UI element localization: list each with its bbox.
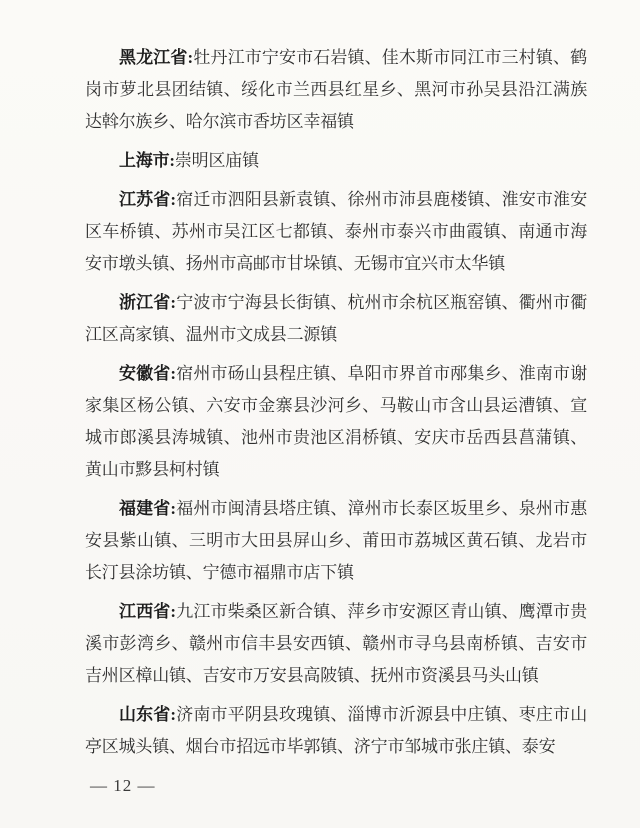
province-name: 福建省: — [119, 499, 176, 518]
province-entry-anhui — [85, 358, 587, 486]
province-entry-zhejiang — [85, 287, 587, 351]
document-body — [85, 42, 587, 770]
town-list: 宿迁市泗阳县新袁镇、徐州市沛县鹿楼镇、淮安市淮安区车桥镇、苏州市吴江区七都镇、泰州市泰兴市曲霞镇、南通市海安市墩头镇、扬州市高邮市甘垛镇、无锡市宜兴市太华镇 — [85, 190, 587, 273]
town-list: 牡丹江市宁安市石岩镇、佳木斯市同江市三村镇、鹤岗市萝北县团结镇、绥化市兰西县红星乡、黑河市孙吴县沿江满族达斡尔族乡、哈尔滨市香坊区幸福镇 — [85, 48, 587, 131]
province-name: 江西省: — [119, 602, 176, 621]
province-entry-shandong — [85, 699, 587, 763]
town-list: 宁波市宁海县长街镇、杭州市余杭区瓶窑镇、衢州市衢江区高家镇、温州市文成县二源镇 — [85, 293, 587, 344]
province-entry-jiangsu — [85, 184, 587, 280]
province-entry-shanghai — [85, 145, 587, 177]
page-number: — 12 — — [90, 776, 156, 795]
town-list: 崇明区庙镇 — [174, 151, 259, 170]
town-list: 济南市平阴县玫瑰镇、淄博市沂源县中庄镇、枣庄市山亭区城头镇、烟台市招远市毕郭镇、济宁市邹城市张庄镇、泰安 — [85, 705, 587, 756]
town-list: 九江市柴桑区新合镇、萍乡市安源区青山镇、鹰潭市贵溪市彭湾乡、赣州市信丰县安西镇、赣州市寻乌县南桥镇、吉安市吉州区樟山镇、吉安市万安县高陂镇、抚州市资溪县马头山镇 — [85, 602, 587, 685]
province-name: 山东省: — [119, 705, 176, 724]
province-name: 上海市: — [119, 151, 175, 170]
province-entry-fujian — [85, 493, 587, 589]
province-name: 浙江省: — [119, 293, 176, 312]
province-entry-heilongjiang — [85, 42, 587, 138]
town-list: 宿州市砀山县程庄镇、阜阳市界首市邴集乡、淮南市谢家集区杨公镇、六安市金寨县沙河乡、马鞍山市含山县运漕镇、宣城市郎溪县涛城镇、池州市贵池区涓桥镇、安庆市岳西县菖蒲镇、黄山市黟县柯村镇 — [85, 364, 587, 479]
province-entry-jiangxi — [85, 596, 587, 692]
town-list: 福州市闽清县塔庄镇、漳州市长泰区坂里乡、泉州市惠安县紫山镇、三明市大田县屏山乡、莆田市荔城区黄石镇、龙岩市长汀县涂坊镇、宁德市福鼎市店下镇 — [85, 499, 587, 582]
province-name: 安徽省: — [119, 364, 176, 383]
province-name: 黑龙江省: — [119, 48, 193, 67]
province-name: 江苏省: — [119, 190, 176, 209]
